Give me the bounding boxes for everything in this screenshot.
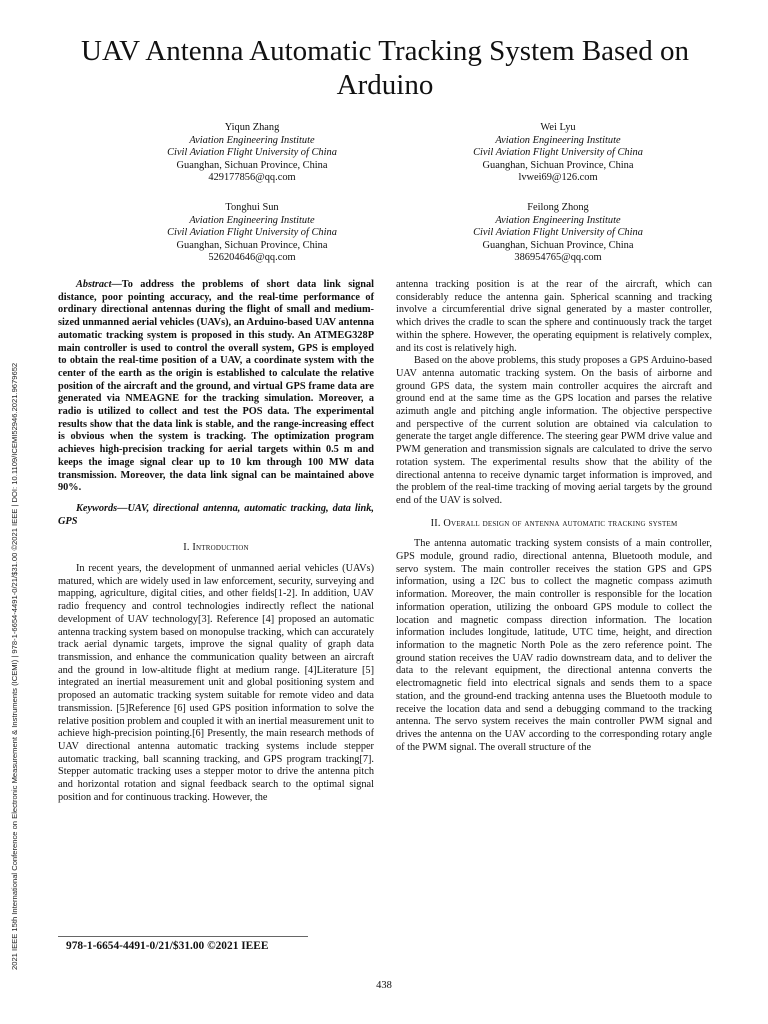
paper-title: UAV Antenna Automatic Tracking System Based on Arduino (81, 35, 689, 101)
author-dept: Aviation Engineering Institute (189, 214, 315, 226)
right-column (396, 279, 712, 754)
author-univ: Civil Aviation Flight University of China (473, 147, 643, 159)
author-location: Guanghan, Sichuan Province, China (482, 159, 634, 171)
overall-design-paragraph: The antenna automatic tracking system consists of a main controller, GPS module, ground radio, directional antenna, Bluetooth module, and servo system. The main controller receives the station GPS and GPS information, using a I2C bus to collect the magnetic compass azimuth information. Moreover, the main controller is responsible for the location information operation, utilizing the onboard GPS module to collect the location and magnetic compass direction information. The location information includes longitude, latitude, UTC time, height, and direction information to the magnetic North Pole as the zero reference point. The ground station receives the UAV radio downstream data, and to deliver the data to the relevant equipment, the directional antenna converts the electromagnetic field into electrical signals and sends them to a space station, and the ground-end tracking antenna uses the Bluetooth module to receive the location data and send a debugging command to the tracking antenna. The servo system receives the main controller PWM signal and drives the antenna on the UAV according to the corresponding rotary angle of the PWM signal. The overall structure of the (396, 538, 712, 753)
page-number: 438 (376, 980, 392, 991)
author-email: 526204646@qq.com (208, 252, 296, 264)
author-dept: Aviation Engineering Institute (189, 134, 315, 146)
author-block-3 (122, 202, 382, 265)
abstract (58, 279, 374, 495)
author-univ: Civil Aviation Flight University of China (473, 227, 643, 239)
author-name: Feilong Zhong (527, 202, 589, 213)
copyright-notice: 978-1-6654-4491-0/21/$31.00 ©2021 IEEE (66, 940, 269, 952)
keywords-text: UAV, directional antenna, automatic tracking, data link, GPS (58, 502, 374, 527)
abstract-text: To address the problems of short data link signal distance, poor pointing accuracy, and the real-time performance of ordinary directional antennas during the flight of small and medium-sized unmanned aerial vehicles (UAVs), an Arduino-based UAV antenna automatic tracking system is proposed in this study. An ATMEG328P main controller is used to control the overall system, GPS is employed to obtain the real-time position of a UAV, a coordinate system with the center of the earth as the origin is established to calculate the relative position of the aircraft and the ground, and virtual GPS frame data are generated via NMEAGNE for the tracking simulation. Moreover, a radio is utilized to collect and test the POS data. The experimental results show that the data link is stable, and the range-increasing effect is obvious when the system is tracking. The optimization program achieves high-precision tracking for aerial targets within 0.5 m and keeps the image signal clear up to 10 km through 100 MW data transmission. Moreover, the data link signal can be maintained above 90%. (58, 279, 374, 494)
author-univ: Civil Aviation Flight University of China (167, 147, 337, 159)
author-block-2 (428, 122, 688, 185)
section-heading-introduction: I. Introduction (183, 542, 249, 554)
introduction-paragraph: In recent years, the development of unmanned aerial vehicles (UAVs) matured, which are widely used in law enforcement, security, surveying and mapping, agriculture, digital cities, and other fields[1-2]. In addition, UAV radio frequency and control technologies indirectly reflect the national development of UAV technology[3]. Reference [4] proposed an automatic antenna tracking system based on monopulse tracking, which can accurately track aerial dynamic targets, improve the signal quality of graph data transmission, and enhance the communication quality between an aircraft and the ground in low-altitude flight at medium range. [4]Literature [5] integrated an inertial measurement unit and global positioning system and proposed an automatic tracking system suitable for remote video and data transmission. [5]Reference [6] used GPS position information to solve the relative position problem and coupled it with an inertial measurement unit to achieve high-precision pointing.[6] Presently, the main research methods of UAV directional antenna automatic tracking systems include stepper automatic tracking, ball scanning tracking, and GPS program tracking[7]. Stepper automatic tracking uses a stepper motor to drive the antenna pitch and horizontal rotation and signal feedback search to the optimal signal position and for continuous tracking. However, the (58, 563, 374, 803)
conference-sidebar (10, 240, 24, 970)
author-location: Guanghan, Sichuan Province, China (482, 239, 634, 251)
author-dept: Aviation Engineering Institute (495, 134, 621, 146)
left-column (58, 279, 374, 804)
author-name: Yiqun Zhang (224, 122, 280, 133)
abstract-label: Abstract (76, 279, 112, 290)
abstract-dash: — (111, 279, 122, 290)
keywords (58, 503, 374, 528)
author-name: Tonghui Sun (225, 202, 279, 213)
proposal-paragraph: Based on the above problems, this study proposes a GPS Arduino-based UAV antenna automatic tracking system. On the basis of airborne and ground GPS data, the system main controller acquires the aircraft and ground end at the same time as the GPS location and parses the relative azimuth angle and pitching angle information. The objective perspective and perspective of the current solution are obtained via calculation to generate the target angle difference. The steering gear PWM drive value and PWM generation and transmission signals are calculated to drive the servo rotation system. The experimental results show that the ability of the directional antenna to receive dynamic target information is improved, and the problem of the real-time tracking of moving aerial targets by the ground end of the UAV is solved. (396, 355, 712, 506)
footer-rule (58, 936, 308, 937)
author-name: Wei Lyu (540, 122, 576, 133)
author-email: 386954765@qq.com (514, 252, 602, 264)
keywords-dash: — (117, 502, 128, 514)
section-heading-overall-design: II. Overall design of antenna automatic tracking system (430, 517, 678, 529)
keywords-label: Keywords (76, 502, 118, 514)
author-dept: Aviation Engineering Institute (495, 214, 621, 226)
author-email: 429177856@qq.com (208, 172, 296, 184)
author-univ: Civil Aviation Flight University of China (167, 227, 337, 239)
continued-paragraph: antenna tracking position is at the rear of the aircraft, which can considerably reduce the antenna gain. Spherical scanning and tracking involve a circumferential drive signal generated by a master controller, which drives the cradle to scan the sphere and continuously track the target within the sphere. However, the operating equipment is relatively complex, and its cost is relatively high. (396, 279, 712, 354)
author-block-1 (122, 122, 382, 185)
sidebar-citation-text: 2021 IEEE 15th International Conference on Electronic Measurement & Instruments (ICEMI) | 978-1-6654-4491-0/21/$31.00 ©2021 IEEE | DOI: 10.1109/ICEMI52946.2021.9679652 (10, 362, 19, 970)
author-email: lvwei69@126.com (518, 172, 598, 184)
author-location: Guanghan, Sichuan Province, China (176, 239, 328, 251)
author-block-4 (428, 202, 688, 265)
author-location: Guanghan, Sichuan Province, China (176, 159, 328, 171)
